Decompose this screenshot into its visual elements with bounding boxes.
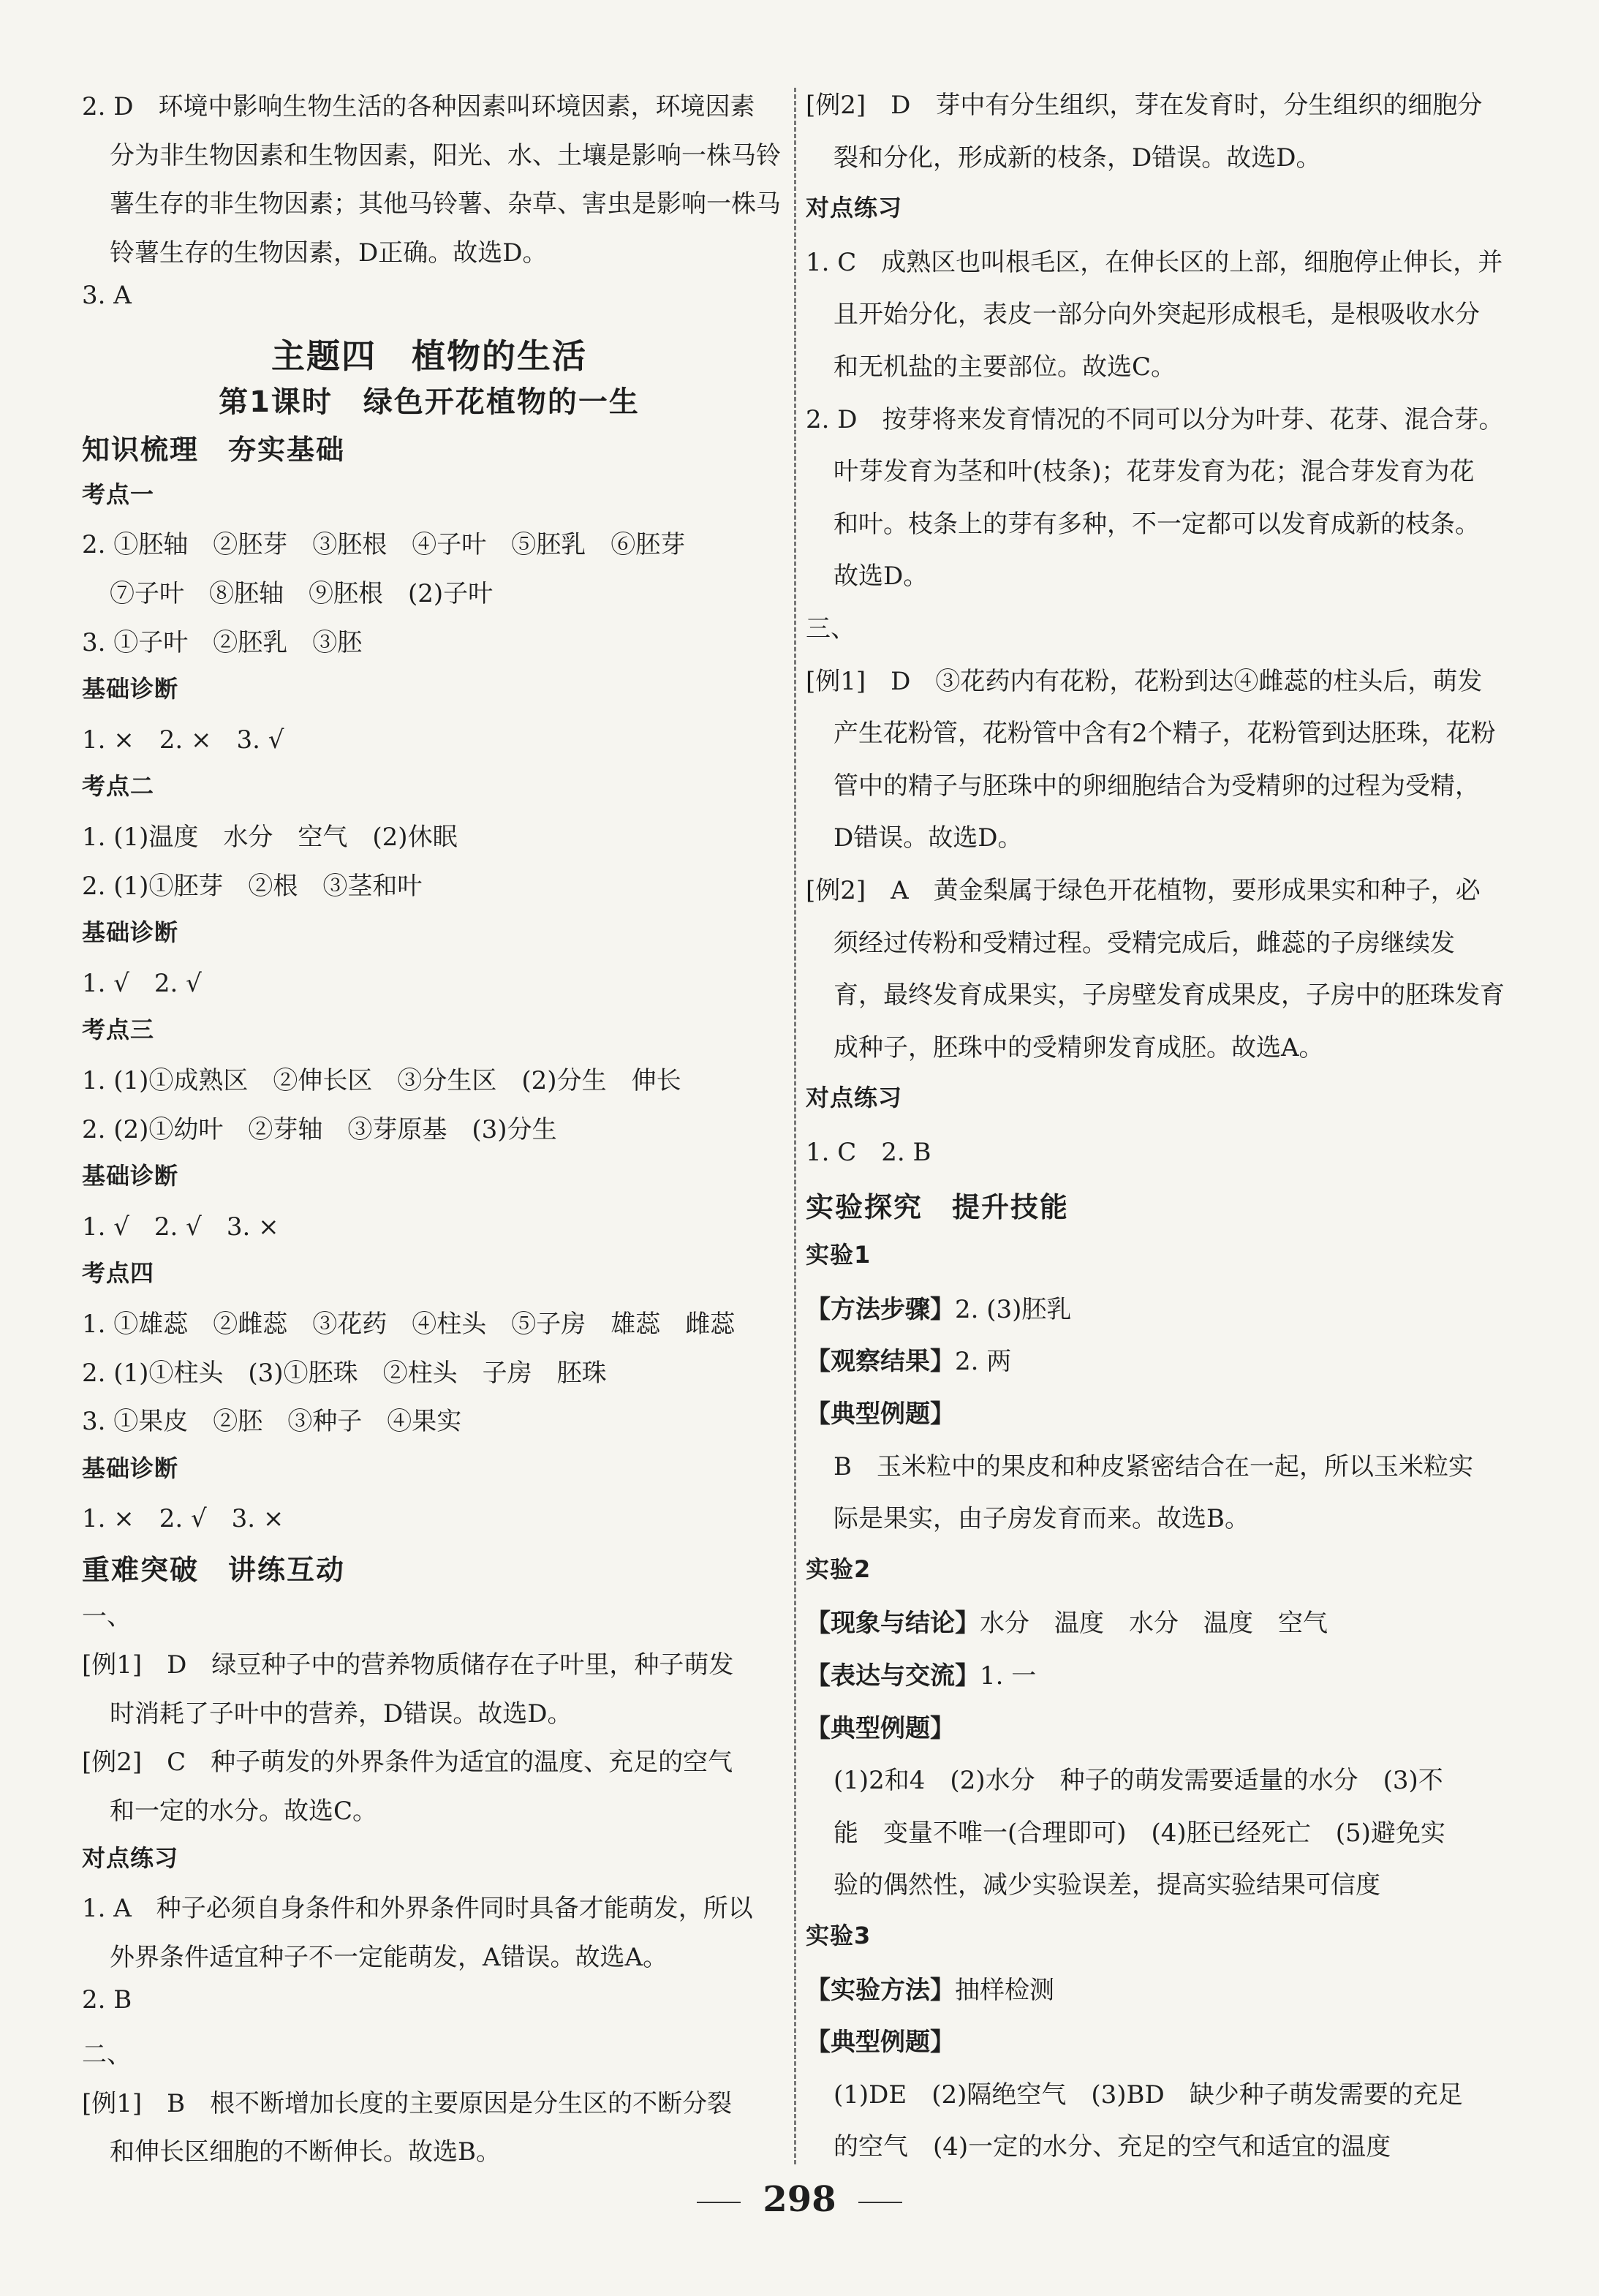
label-content: 水分 温度 水分 温度 空气 (980, 1609, 1328, 1639)
subheading: 考点四 (82, 1259, 155, 1288)
answer-line: [例2] A 黄金梨属于绿色开花植物，要形成果实和种子，必 (806, 876, 1481, 905)
page-footer (0, 2179, 1599, 2220)
answer-line: 2. (2)①幼叶 ②芽轴 ③芽原基 (3)分生 (82, 1114, 557, 1144)
column-divider (794, 88, 796, 2164)
answer-line: 1. × 2. √ 3. × (82, 1504, 284, 1534)
bracket-label: 【观察结果】 (806, 1347, 955, 1377)
subheading: 基础诊断 (82, 1162, 179, 1190)
bracket-label: 【实验方法】 (806, 1975, 955, 2005)
answer-continuation: (1)DE (2)隔绝空气 (3)BD 缺少种子萌发需要的充足 (833, 2080, 1463, 2110)
answer-line: [例2] D 芽中有分生组织，芽在发育时，分生组织的细胞分 (806, 91, 1483, 120)
answer-line: 3. ①果皮 ②胚 ③种子 ④果实 (82, 1407, 462, 1437)
answer-line: 1. √ 2. √ (82, 968, 202, 998)
answer-line: 二、 (82, 2040, 132, 2069)
answer-line: 2. ①胚轴 ②胚芽 ③胚根 ④子叶 ⑤胚乳 ⑥胚芽 (82, 530, 686, 560)
answer-continuation: 须经过传粉和受精过程。受精完成后，雌蕊的子房继续发 (833, 928, 1455, 958)
answer-line: [例1] D ③花药内有花粉，花粉到达④雌蕊的柱头后，萌发 (806, 666, 1483, 696)
answer-line: 1. √ 2. √ 3. × (82, 1212, 279, 1242)
section-heading: 重难突破 讲练互动 (82, 1554, 346, 1586)
answer-continuation: 的空气 (4)一定的水分、充足的空气和适宜的温度 (833, 2132, 1391, 2162)
answer-continuation: 能 变量不唯一(合理即可) (4)胚已经死亡 (5)避免实 (833, 1818, 1445, 1848)
labeled-line (806, 1289, 1071, 1325)
answer-line: 1. ①雄蕊 ②雌蕊 ③花药 ④柱头 ⑤子房 雄蕊 雌蕊 (82, 1310, 736, 1339)
answer-continuation: 验的偶然性，减少实验误差，提高实验结果可信度 (833, 1870, 1380, 1900)
answer-line: 3. ①子叶 ②胚乳 ③胚 (82, 627, 363, 657)
label-content: 2. 两 (955, 1347, 1012, 1377)
answer-continuation: 裂和分化，形成新的枝条，D错误。故选D。 (833, 143, 1321, 173)
subheading: 考点一 (82, 480, 155, 508)
labeled-line (806, 2022, 955, 2058)
answer-line: 2. D 按芽将来发育情况的不同可以分为叶芽、花芽、混合芽。 (806, 404, 1504, 434)
answer-continuation: 和叶。枝条上的芽有多种，不一定都可以发育成新的枝条。 (833, 509, 1480, 539)
answer-continuation: ⑦子叶 ⑧胚轴 ⑨胚根 (2)子叶 (110, 579, 494, 608)
answer-line: 1. C 2. B (806, 1138, 931, 1167)
answer-line: 2. (1)①胚芽 ②根 ③茎和叶 (82, 871, 423, 901)
labeled-line (806, 1394, 955, 1430)
answer-continuation: 且开始分化，表皮一部分向外突起形成根毛，是根吸收水分 (833, 300, 1480, 330)
subheading: 实验1 (806, 1241, 872, 1269)
answer-line: 3. A (82, 281, 132, 311)
section-heading: 知识梳理 夯实基础 (82, 434, 346, 467)
answer-continuation: 成种子，胚珠中的受精卵发育成胚。故选A。 (833, 1032, 1324, 1062)
subheading: 对点练习 (82, 1843, 179, 1872)
label-content: 抽样检测 (955, 1975, 1054, 2005)
answer-continuation: 故选D。 (833, 562, 929, 592)
answer-line: 1. (1)温度 水分 空气 (2)休眠 (82, 823, 458, 852)
labeled-line (806, 1655, 1036, 1691)
answer-continuation: 和无机盐的主要部位。故选C。 (833, 352, 1176, 382)
answer-line: 一、 (82, 1601, 132, 1631)
page-number: 298 (763, 2179, 836, 2220)
subheading: 基础诊断 (82, 918, 179, 947)
subheading: 考点三 (82, 1016, 155, 1044)
dash-left (697, 2202, 741, 2203)
subheading: 基础诊断 (82, 675, 179, 703)
answer-line: 1. C 成熟区也叫根毛区，在伸长区的上部，细胞停止伸长，并 (806, 247, 1503, 277)
bracket-label: 【表达与交流】 (806, 1661, 980, 1691)
answer-continuation: 管中的精子与胚珠中的卵细胞结合为受精卵的过程为受精， (833, 771, 1480, 801)
answer-continuation: 育，最终发育成果实，子房壁发育成果皮，子房中的胚珠发育 (833, 981, 1505, 1011)
labeled-line (806, 1603, 1328, 1639)
labeled-line (806, 1341, 1011, 1377)
dash-right (858, 2202, 902, 2203)
bracket-label: 【方法步骤】 (806, 1294, 955, 1324)
subheading: 实验2 (806, 1555, 872, 1583)
answer-line: [例1] B 根不断增加长度的主要原因是分生区的不断分裂 (82, 2088, 733, 2118)
answer-line: 1. × 2. × 3. √ (82, 725, 284, 755)
answer-line: 2. (1)①柱头 (3)①胚珠 ②柱头 子房 胚珠 (82, 1358, 607, 1388)
labeled-line (806, 1708, 955, 1744)
lesson-title: 第1课时 绿色开花植物的一生 (219, 385, 640, 419)
answer-continuation: 外界条件适宜种子不一定能萌发，A错误。故选A。 (110, 1942, 668, 1972)
topic-title: 主题四 植物的生活 (271, 336, 587, 376)
answer-continuation: 铃薯生存的生物因素，D正确。故选D。 (110, 238, 548, 268)
label-content: 1. 一 (980, 1661, 1037, 1691)
answer-continuation: 际是果实，由子房发育而来。故选B。 (833, 1504, 1250, 1534)
bracket-label: 【典型例题】 (806, 1400, 955, 1429)
answer-continuation: B 玉米粒中的果皮和种皮紧密结合在一起，所以玉米粒实 (833, 1451, 1473, 1481)
answer-continuation: 分为非生物因素和生物因素，阳光、水、土壤是影响一株马铃 (110, 140, 781, 170)
answer-line: 2. D 环境中影响生物生活的各种因素叫环境因素，环境因素 (82, 92, 755, 121)
subheading: 对点练习 (806, 1084, 903, 1112)
answer-continuation: D错误。故选D。 (833, 823, 1023, 853)
answer-continuation: (1)2和4 (2)水分 种子的萌发需要适量的水分 (3)不 (833, 1766, 1443, 1796)
answer-continuation: 产生花粉管，花粉管中含有2个精子，花粉管到达胚珠，花粉 (833, 719, 1496, 749)
bracket-label: 【典型例题】 (806, 1713, 955, 1743)
answer-line: [例2] C 种子萌发的外界条件为适宜的温度、充足的空气 (82, 1748, 733, 1778)
subheading: 考点二 (82, 772, 155, 801)
answer-line: 1. (1)①成熟区 ②伸长区 ③分生区 (2)分生 伸长 (82, 1066, 681, 1095)
answer-continuation: 时消耗了子叶中的营养，D错误。故选D。 (110, 1699, 572, 1729)
bracket-label: 【典型例题】 (806, 2028, 955, 2058)
subheading: 基础诊断 (82, 1454, 179, 1482)
answer-line: 2. B (82, 1985, 132, 2015)
answer-continuation: 叶芽发育为茎和叶(枝条)；花芽发育为花；混合芽发育为花 (833, 457, 1475, 487)
answer-line: 1. A 种子必须自身条件和外界条件同时具备才能萌发，所以 (82, 1894, 753, 1924)
answer-continuation: 和伸长区细胞的不断伸长。故选B。 (110, 2137, 501, 2167)
subheading: 实验3 (806, 1922, 872, 1949)
answer-line: 三、 (806, 614, 855, 643)
section-heading: 实验探究 提升技能 (806, 1190, 1070, 1223)
label-content: 2. (3)胚乳 (955, 1294, 1072, 1324)
answer-continuation: 薯生存的非生物因素；其他马铃薯、杂草、害虫是影响一株马 (110, 189, 781, 219)
labeled-line (806, 1970, 1054, 2006)
answer-continuation: 和一定的水分。故选C。 (110, 1797, 378, 1826)
bracket-label: 【现象与结论】 (806, 1609, 980, 1639)
answer-line: [例1] D 绿豆种子中的营养物质储存在子叶里，种子萌发 (82, 1650, 734, 1680)
subheading: 对点练习 (806, 194, 903, 222)
